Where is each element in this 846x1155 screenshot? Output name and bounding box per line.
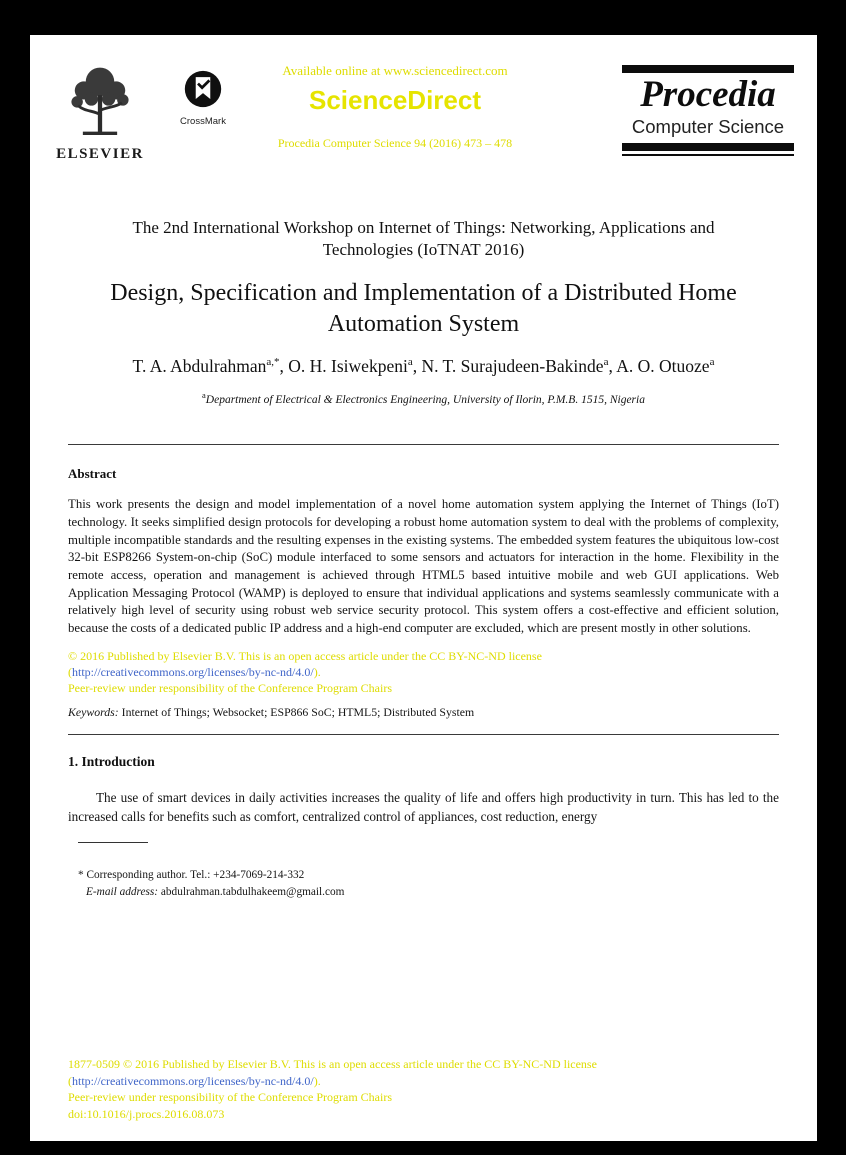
issn-copyright-line: 1877-0509 © 2016 Published by Elsevier B.V. This is an open access article under the CC BY-NC-ND license — [68, 1057, 597, 1071]
footnote-block — [78, 867, 779, 901]
keywords-label: Keywords: — [68, 704, 119, 719]
footnote-rule — [78, 842, 148, 843]
email-label: E-mail address: — [86, 885, 159, 898]
footer-block — [68, 1056, 597, 1122]
procedia-top-bar — [622, 65, 794, 73]
copyright-block — [68, 648, 779, 696]
cc-license-link[interactable]: http://creativecommons.org/licenses/by-nc-nd/4.0/ — [72, 664, 314, 679]
article-content — [30, 217, 817, 901]
author: T. A. Abdulrahman$^{a,*}$, — [132, 355, 289, 376]
elsevier-wordmark: ELSEVIER — [56, 146, 144, 162]
section-heading-introduction: 1. Introduction — [68, 753, 155, 769]
divider-above-abstract — [68, 444, 779, 445]
available-online-link[interactable]: Available online at www.sciencedirect.com — [282, 63, 508, 78]
journal-citation: Procedia Computer Science 94 (2016) 473 – 478 — [277, 136, 513, 150]
workshop-heading: The 2nd International Workshop on Internet of Things: Networking, Applications and Technologies (IoTNAT 2016) — [132, 218, 715, 260]
author: N. T. Surajudeen-Bakinde$^a$, — [421, 355, 617, 376]
abstract-text: This work presents the design and model implementation of a novel home automation system applying the Internet of Things (IoT) technology. It seeks simplified design protocols for developing a robust home automation system to deal with the problems of complexity, multiple incompatible standards and the resulting expenses in the existing systems. The embedded system features the ubiquitous low-cost 32-bit ESP8266 System-on-chip (SoC) module interfaced to some sensors and actuators for interaction in the home. Flexibility in the remote access, operation and management is achieved through HTML5 based intuitive mobile and web GUI applications. Web Application Messaging Protocol (WAMP) is deployed to ensure that individual applications and systems seamlessly communicate with a relatively high level of security using robust web service security protocol. This system offers a cost-effective and efficient solution, because the costs of a dedicated public IP address and a high-end computer are excluded, which are present mostly in other solutions. — [68, 497, 779, 635]
author-affiliation-mark: a,* — [266, 355, 280, 368]
footer-peer-review-line: Peer-review under responsibility of the Conference Program Chairs — [68, 1090, 392, 1105]
journal-header — [30, 35, 817, 187]
procedia-logo — [622, 65, 794, 156]
procedia-bottom-thin-bar — [622, 154, 794, 157]
doi-line: doi:10.1016/j.procs.2016.08.073 — [68, 1106, 225, 1121]
affiliation: $^a$Department of Electrical & Electronics Engineering, University of Ilorin, P.M.B. 1515, Nigeria — [202, 389, 645, 406]
procedia-title: Procedia — [640, 74, 776, 115]
author-affiliation-mark: a — [603, 355, 609, 368]
abstract-heading: Abstract — [68, 466, 117, 482]
crossmark-label: CrossMark — [180, 116, 226, 127]
email-line — [86, 884, 779, 901]
divider-above-introduction — [68, 734, 779, 735]
elsevier-tree-icon — [61, 126, 139, 143]
author-affiliation-mark: a — [709, 355, 715, 368]
elsevier-logo — [54, 59, 146, 163]
keywords-line — [68, 705, 779, 720]
paper-title: Design, Specification and Implementation of a Distributed Home Automation System — [110, 280, 737, 338]
license-line: (http://creativecommons.org/licenses/by-nc-nd/4.0/). — [68, 664, 321, 679]
procedia-bottom-bar — [622, 143, 794, 151]
author: A. O. Otuoze$^a$ — [616, 355, 715, 376]
email-address: abdulrahman.tabdulhakeem@gmail.com — [158, 885, 345, 898]
sciencedirect-logo[interactable]: ScienceDirect — [309, 85, 481, 115]
peer-review-line: Peer-review under responsibility of the Conference Program Chairs — [68, 680, 392, 695]
introduction-paragraph: The use of smart devices in daily activities increases the quality of life and offers high productivity in turn. This has led to the increased calls for benefits such as comfort, centralized control of appliances, cost reduction, energy — [68, 789, 779, 825]
author: O. H. Isiwekpeni$^a$, — [288, 355, 422, 376]
affiliation-mark: a — [202, 389, 206, 400]
crossmark-badge[interactable] — [172, 69, 234, 127]
footer-cc-license-link[interactable]: http://creativecommons.org/licenses/by-nc-nd/4.0/ — [72, 1073, 314, 1088]
crossmark-icon — [183, 96, 223, 113]
procedia-subtitle: Computer Science — [631, 115, 785, 137]
sciencedirect-header — [235, 63, 555, 151]
keywords-text: Internet of Things; Websocket; ESP866 SoC; HTML5; Distributed System — [118, 704, 475, 719]
author-list — [68, 356, 779, 377]
paper-first-page — [30, 35, 817, 1141]
corresponding-author-line: * Corresponding author. Tel.: +234-7069-214-332 — [78, 868, 305, 881]
author-affiliation-mark: a — [407, 355, 413, 368]
copyright-line: © 2016 Published by Elsevier B.V. This is an open access article under the CC BY-NC-ND license — [68, 648, 542, 663]
footer-license-line: (http://creativecommons.org/licenses/by-nc-nd/4.0/). — [68, 1073, 321, 1088]
